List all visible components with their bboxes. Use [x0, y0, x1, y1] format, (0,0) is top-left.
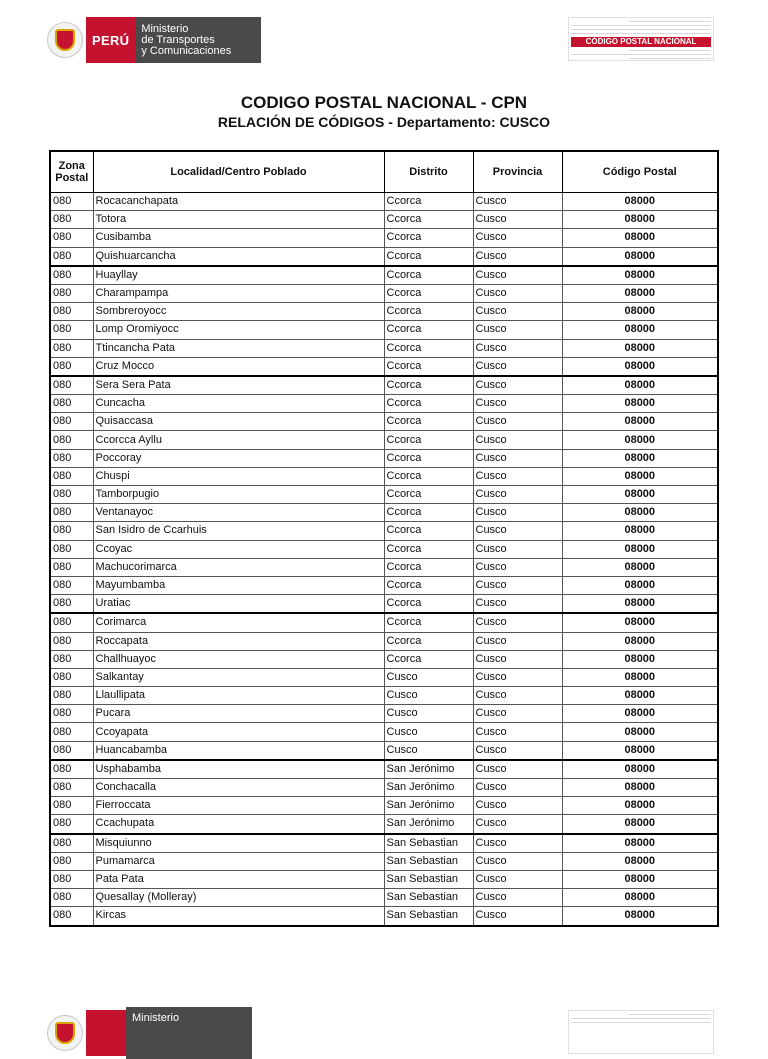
cell-provincia: Cusco: [473, 339, 562, 357]
cell-distrito: Ccorca: [384, 431, 473, 449]
cell-distrito: Cusco: [384, 705, 473, 723]
page-subtitle: RELACIÓN DE CÓDIGOS - Departamento: CUSCO: [217, 114, 551, 130]
col-zona-postal: Zona Postal: [50, 151, 93, 193]
ministry-label: Ministerio de Transportes y Comunicaciones: [135, 17, 261, 63]
cell-provincia: Cusco: [473, 907, 562, 926]
cell-provincia: Cusco: [473, 558, 562, 576]
cell-zona: 080: [50, 486, 93, 504]
cell-zona: 080: [50, 852, 93, 870]
cell-codigo: 08000: [562, 741, 718, 760]
col-codigo-postal: Código Postal: [562, 151, 718, 193]
cell-zona: 080: [50, 650, 93, 668]
postal-codes-table: [49, 150, 719, 927]
cell-distrito: San Sebastian: [384, 889, 473, 907]
cell-provincia: Cusco: [473, 613, 562, 632]
cell-provincia: Cusco: [473, 486, 562, 504]
table-row: [50, 522, 718, 540]
cell-provincia: Cusco: [473, 760, 562, 779]
cell-codigo: 08000: [562, 558, 718, 576]
cell-provincia: Cusco: [473, 431, 562, 449]
cell-provincia: Cusco: [473, 687, 562, 705]
cell-provincia: Cusco: [473, 522, 562, 540]
table-row: [50, 741, 718, 760]
cell-distrito: Ccorca: [384, 650, 473, 668]
cell-localidad: Challhuayoc: [93, 650, 384, 668]
table-row: [50, 687, 718, 705]
cell-distrito: Ccorca: [384, 449, 473, 467]
cell-localidad: Ccachupata: [93, 815, 384, 834]
cell-provincia: Cusco: [473, 741, 562, 760]
cell-localidad: Quesallay (Molleray): [93, 889, 384, 907]
cell-distrito: San Jerónimo: [384, 815, 473, 834]
cell-localidad: Misquiunno: [93, 834, 384, 853]
cell-provincia: Cusco: [473, 576, 562, 594]
cell-provincia: Cusco: [473, 193, 562, 211]
cell-codigo: 08000: [562, 504, 718, 522]
table-row: [50, 834, 718, 853]
cell-localidad: Quishuarcancha: [93, 247, 384, 266]
coat-of-arms-icon: [47, 1015, 83, 1051]
cell-localidad: Ttincancha Pata: [93, 339, 384, 357]
cell-localidad: Machucorimarca: [93, 558, 384, 576]
table-body: [50, 193, 718, 926]
cell-zona: 080: [50, 321, 93, 339]
cell-distrito: Ccorca: [384, 357, 473, 376]
cell-provincia: Cusco: [473, 284, 562, 302]
cell-provincia: Cusco: [473, 540, 562, 558]
coat-of-arms-icon: [47, 22, 83, 58]
cell-codigo: 08000: [562, 779, 718, 797]
table-row: [50, 779, 718, 797]
cell-codigo: 08000: [562, 284, 718, 302]
cell-provincia: Cusco: [473, 211, 562, 229]
page-title: CODIGO POSTAL NACIONAL - CPN: [240, 93, 528, 112]
table-row: [50, 797, 718, 815]
cell-zona: 080: [50, 632, 93, 650]
cell-distrito: Ccorca: [384, 266, 473, 285]
cell-provincia: Cusco: [473, 247, 562, 266]
cell-provincia: Cusco: [473, 229, 562, 247]
col-provincia: Provincia: [473, 151, 562, 193]
table-row: [50, 815, 718, 834]
cell-codigo: 08000: [562, 357, 718, 376]
cell-provincia: Cusco: [473, 668, 562, 686]
document-stamp-footer: [568, 1010, 714, 1054]
cell-distrito: Ccorca: [384, 395, 473, 413]
cell-distrito: Ccorca: [384, 339, 473, 357]
cell-localidad: Cusibamba: [93, 229, 384, 247]
cell-zona: 080: [50, 504, 93, 522]
table-row: [50, 723, 718, 741]
table-row: [50, 229, 718, 247]
cell-distrito: Ccorca: [384, 486, 473, 504]
table-row: [50, 376, 718, 395]
table-header-row: [50, 151, 718, 193]
cell-provincia: Cusco: [473, 504, 562, 522]
table-row: [50, 613, 718, 632]
cell-distrito: Ccorca: [384, 193, 473, 211]
cell-distrito: San Sebastian: [384, 907, 473, 926]
cell-localidad: San Isidro de Ccarhuis: [93, 522, 384, 540]
cell-localidad: Usphabamba: [93, 760, 384, 779]
cell-localidad: Huancabamba: [93, 741, 384, 760]
cell-localidad: Chuspi: [93, 467, 384, 485]
table-row: [50, 211, 718, 229]
cell-distrito: Ccorca: [384, 632, 473, 650]
table-row: [50, 357, 718, 376]
table-row: [50, 576, 718, 594]
cell-provincia: Cusco: [473, 467, 562, 485]
cell-localidad: Ccorcca Ayllu: [93, 431, 384, 449]
cell-localidad: Lomp Oromiyocc: [93, 321, 384, 339]
cell-localidad: Poccoray: [93, 449, 384, 467]
cell-zona: 080: [50, 339, 93, 357]
cell-distrito: Ccorca: [384, 540, 473, 558]
cell-distrito: Cusco: [384, 668, 473, 686]
cell-distrito: Cusco: [384, 723, 473, 741]
cell-zona: 080: [50, 558, 93, 576]
cell-zona: 080: [50, 815, 93, 834]
cell-codigo: 08000: [562, 650, 718, 668]
cell-distrito: Ccorca: [384, 522, 473, 540]
cell-codigo: 08000: [562, 395, 718, 413]
cell-localidad: Pata Pata: [93, 870, 384, 888]
table-row: [50, 558, 718, 576]
cell-provincia: Cusco: [473, 357, 562, 376]
table-row: [50, 907, 718, 926]
cell-zona: 080: [50, 431, 93, 449]
table-row: [50, 650, 718, 668]
cell-distrito: San Sebastian: [384, 852, 473, 870]
cell-codigo: 08000: [562, 247, 718, 266]
cell-provincia: Cusco: [473, 834, 562, 853]
cell-distrito: Ccorca: [384, 467, 473, 485]
cell-codigo: 08000: [562, 413, 718, 431]
cell-distrito: San Jerónimo: [384, 760, 473, 779]
cell-codigo: 08000: [562, 486, 718, 504]
cell-zona: 080: [50, 760, 93, 779]
table-row: [50, 431, 718, 449]
cell-distrito: Ccorca: [384, 284, 473, 302]
table-row: [50, 760, 718, 779]
cell-localidad: Corimarca: [93, 613, 384, 632]
cell-distrito: Cusco: [384, 741, 473, 760]
cell-codigo: 08000: [562, 760, 718, 779]
table-row: [50, 321, 718, 339]
cell-provincia: Cusco: [473, 449, 562, 467]
col-localidad: Localidad/Centro Poblado: [93, 151, 384, 193]
cell-provincia: Cusco: [473, 705, 562, 723]
cell-provincia: Cusco: [473, 266, 562, 285]
cell-localidad: Quisaccasa: [93, 413, 384, 431]
cell-codigo: 08000: [562, 723, 718, 741]
cell-localidad: Mayumbamba: [93, 576, 384, 594]
cell-provincia: Cusco: [473, 723, 562, 741]
cell-localidad: Uratiac: [93, 595, 384, 614]
cell-codigo: 08000: [562, 467, 718, 485]
cell-zona: 080: [50, 595, 93, 614]
cell-zona: 080: [50, 870, 93, 888]
doc-banner: CÓDIGO POSTAL NACIONAL: [571, 37, 711, 47]
cell-localidad: Pucara: [93, 705, 384, 723]
cell-codigo: 08000: [562, 889, 718, 907]
cell-distrito: Ccorca: [384, 413, 473, 431]
country-block: [86, 1010, 126, 1056]
cell-zona: 080: [50, 284, 93, 302]
cell-codigo: 08000: [562, 211, 718, 229]
cell-codigo: 08000: [562, 907, 718, 926]
cell-codigo: 08000: [562, 705, 718, 723]
footer-logo: [47, 1010, 252, 1056]
cell-provincia: Cusco: [473, 797, 562, 815]
cell-zona: 080: [50, 211, 93, 229]
table-row: [50, 193, 718, 211]
cell-zona: 080: [50, 705, 93, 723]
cell-zona: 080: [50, 229, 93, 247]
cell-provincia: Cusco: [473, 852, 562, 870]
col-distrito: Distrito: [384, 151, 473, 193]
cell-codigo: 08000: [562, 449, 718, 467]
cell-distrito: Ccorca: [384, 247, 473, 266]
cell-localidad: Ccoyac: [93, 540, 384, 558]
cell-codigo: 08000: [562, 229, 718, 247]
table-row: [50, 266, 718, 285]
cell-provincia: Cusco: [473, 889, 562, 907]
cell-localidad: Kircas: [93, 907, 384, 926]
document-stamp: [568, 17, 714, 61]
cell-codigo: 08000: [562, 613, 718, 632]
table-row: [50, 449, 718, 467]
table-row: [50, 486, 718, 504]
cell-provincia: Cusco: [473, 815, 562, 834]
cell-codigo: 08000: [562, 303, 718, 321]
cell-provincia: Cusco: [473, 395, 562, 413]
cell-provincia: Cusco: [473, 303, 562, 321]
cell-zona: 080: [50, 522, 93, 540]
cell-zona: 080: [50, 779, 93, 797]
table-row: [50, 284, 718, 302]
cell-codigo: 08000: [562, 376, 718, 395]
cell-zona: 080: [50, 668, 93, 686]
cell-codigo: 08000: [562, 834, 718, 853]
cell-distrito: Ccorca: [384, 229, 473, 247]
cell-codigo: 08000: [562, 595, 718, 614]
cell-codigo: 08000: [562, 339, 718, 357]
cell-distrito: Ccorca: [384, 595, 473, 614]
cell-codigo: 08000: [562, 815, 718, 834]
cell-codigo: 08000: [562, 540, 718, 558]
table-row: [50, 870, 718, 888]
cell-distrito: Ccorca: [384, 613, 473, 632]
cell-provincia: Cusco: [473, 632, 562, 650]
cell-distrito: San Sebastian: [384, 870, 473, 888]
table-row: [50, 339, 718, 357]
cell-provincia: Cusco: [473, 650, 562, 668]
cell-zona: 080: [50, 193, 93, 211]
cell-distrito: Cusco: [384, 687, 473, 705]
table-row: [50, 413, 718, 431]
cell-codigo: 08000: [562, 852, 718, 870]
table-row: [50, 705, 718, 723]
cell-zona: 080: [50, 247, 93, 266]
cell-codigo: 08000: [562, 266, 718, 285]
table-row: [50, 668, 718, 686]
cell-zona: 080: [50, 576, 93, 594]
cell-localidad: Conchacalla: [93, 779, 384, 797]
cell-provincia: Cusco: [473, 779, 562, 797]
cell-localidad: Rocacanchapata: [93, 193, 384, 211]
cell-zona: 080: [50, 687, 93, 705]
cell-distrito: Ccorca: [384, 504, 473, 522]
ministry-label-footer: Ministerio: [126, 1007, 252, 1059]
cell-localidad: Llaullipata: [93, 687, 384, 705]
cell-codigo: 08000: [562, 870, 718, 888]
cell-distrito: Ccorca: [384, 376, 473, 395]
cell-zona: 080: [50, 449, 93, 467]
cell-localidad: Ventanayoc: [93, 504, 384, 522]
cell-zona: 080: [50, 266, 93, 285]
cell-provincia: Cusco: [473, 595, 562, 614]
cell-codigo: 08000: [562, 431, 718, 449]
cell-zona: 080: [50, 303, 93, 321]
cell-distrito: Ccorca: [384, 321, 473, 339]
cell-localidad: Sombreroyocc: [93, 303, 384, 321]
cell-distrito: Ccorca: [384, 211, 473, 229]
cell-zona: 080: [50, 834, 93, 853]
cell-localidad: Cuncacha: [93, 395, 384, 413]
cell-distrito: Ccorca: [384, 576, 473, 594]
cell-codigo: 08000: [562, 668, 718, 686]
table-row: [50, 504, 718, 522]
cell-zona: 080: [50, 797, 93, 815]
cell-zona: 080: [50, 907, 93, 926]
cell-zona: 080: [50, 540, 93, 558]
cell-zona: 080: [50, 357, 93, 376]
cell-codigo: 08000: [562, 193, 718, 211]
cell-codigo: 08000: [562, 522, 718, 540]
table-row: [50, 395, 718, 413]
table-row: [50, 247, 718, 266]
cell-zona: 080: [50, 395, 93, 413]
cell-zona: 080: [50, 467, 93, 485]
cell-zona: 080: [50, 376, 93, 395]
cell-provincia: Cusco: [473, 376, 562, 395]
cell-localidad: Ccoyapata: [93, 723, 384, 741]
header-logo: [47, 17, 261, 63]
cell-localidad: Pumamarca: [93, 852, 384, 870]
cell-localidad: Tamborpugio: [93, 486, 384, 504]
cell-codigo: 08000: [562, 576, 718, 594]
cell-codigo: 08000: [562, 797, 718, 815]
cell-provincia: Cusco: [473, 870, 562, 888]
cell-provincia: Cusco: [473, 413, 562, 431]
country-label: PERÚ: [86, 17, 135, 63]
cell-zona: 080: [50, 741, 93, 760]
cell-localidad: Fierroccata: [93, 797, 384, 815]
table-row: [50, 632, 718, 650]
table-row: [50, 595, 718, 614]
cell-zona: 080: [50, 723, 93, 741]
cell-distrito: Ccorca: [384, 303, 473, 321]
cell-localidad: Huayllay: [93, 266, 384, 285]
cell-zona: 080: [50, 613, 93, 632]
cell-localidad: Charampampa: [93, 284, 384, 302]
table-row: [50, 852, 718, 870]
table-row: [50, 540, 718, 558]
cell-codigo: 08000: [562, 632, 718, 650]
cell-distrito: Ccorca: [384, 558, 473, 576]
cell-distrito: San Sebastian: [384, 834, 473, 853]
table-row: [50, 889, 718, 907]
cell-codigo: 08000: [562, 687, 718, 705]
cell-provincia: Cusco: [473, 321, 562, 339]
cell-zona: 080: [50, 413, 93, 431]
cell-localidad: Cruz Mocco: [93, 357, 384, 376]
cell-zona: 080: [50, 889, 93, 907]
table-row: [50, 303, 718, 321]
cell-distrito: San Jerónimo: [384, 779, 473, 797]
cell-distrito: San Jerónimo: [384, 797, 473, 815]
cell-localidad: Roccapata: [93, 632, 384, 650]
cell-localidad: Sera Sera Pata: [93, 376, 384, 395]
cell-localidad: Salkantay: [93, 668, 384, 686]
cell-localidad: Totora: [93, 211, 384, 229]
cell-codigo: 08000: [562, 321, 718, 339]
table-row: [50, 467, 718, 485]
